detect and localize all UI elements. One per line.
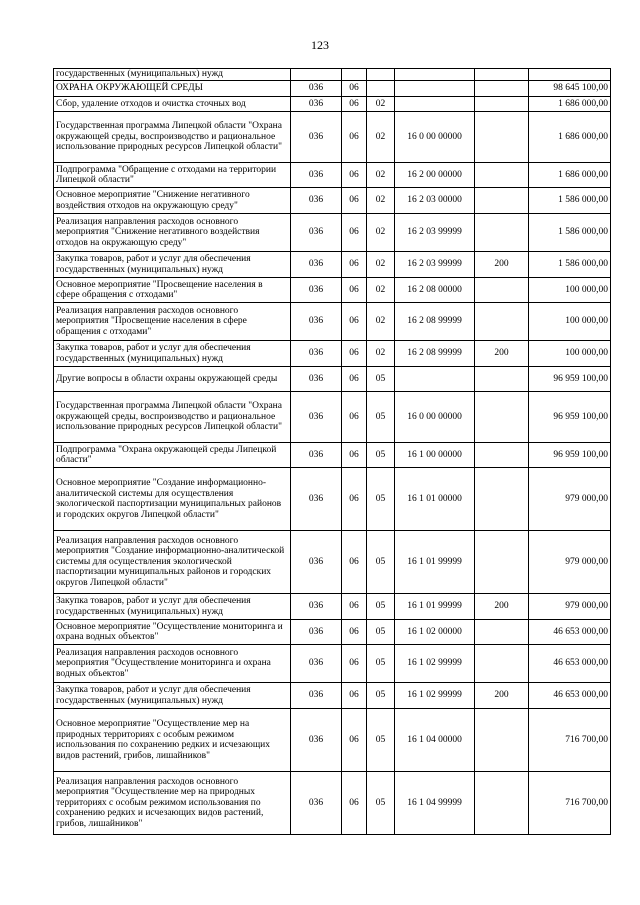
section-code-cell: 06 [342, 594, 367, 620]
table-row [54, 392, 611, 443]
expense-type-cell: 200 [475, 252, 529, 278]
admin-code-cell [291, 69, 342, 81]
amount-cell: 979 000,00 [529, 468, 611, 531]
admin-code-cell: 036 [291, 112, 342, 163]
expense-type-cell [475, 81, 529, 97]
section-code-cell: 06 [342, 188, 367, 214]
expense-name-cell: Закупка товаров, работ и услуг для обеспечения государственных (муниципальных) нужд [54, 341, 291, 367]
subsection-code-cell: 02 [367, 252, 395, 278]
subsection-code-cell: 05 [367, 645, 395, 683]
section-code-cell: 06 [342, 367, 367, 392]
target-article-cell: 16 1 01 99999 [395, 531, 475, 594]
expense-name-cell: Реализация направления расходов основного мероприятия "Создание информационно-аналитической системы для осуществления экологической паспортизации муниципальных районов и городских округов Липецкой области" [54, 531, 291, 594]
expense-name-cell: Основное мероприятие "Снижение негативного воздействия отходов на окружающую среду" [54, 188, 291, 214]
amount-cell: 96 959 100,00 [529, 443, 611, 468]
table-row [54, 278, 611, 303]
admin-code-cell: 036 [291, 81, 342, 97]
amount-cell: 716 700,00 [529, 772, 611, 835]
admin-code-cell: 036 [291, 683, 342, 709]
expense-name-cell: Реализация направления расходов основного мероприятия "Осуществление мер на природных территориях с особым режимом использования по сохранению редких и исчезающих видов растений, грибов, лишайников" [54, 772, 291, 835]
admin-code-cell: 036 [291, 594, 342, 620]
expense-type-cell [475, 69, 529, 81]
target-article-cell: 16 1 02 99999 [395, 683, 475, 709]
expense-type-cell [475, 772, 529, 835]
expense-name-cell: Государственная программа Липецкой области "Охрана окружающей среды, воспроизводство и рациональное использование природных ресурсов Липецкой области" [54, 112, 291, 163]
expense-name-cell: Реализация направления расходов основного мероприятия "Снижение негативного воздействия отходов на окружающую среду" [54, 214, 291, 252]
amount-cell: 1 686 000,00 [529, 163, 611, 188]
table-row [54, 303, 611, 341]
subsection-code-cell: 05 [367, 392, 395, 443]
section-code-cell: 06 [342, 531, 367, 594]
subsection-code-cell: 05 [367, 772, 395, 835]
amount-cell: 1 586 000,00 [529, 252, 611, 278]
section-code-cell: 06 [342, 97, 367, 112]
amount-cell: 96 959 100,00 [529, 367, 611, 392]
table-row [54, 163, 611, 188]
target-article-cell: 16 1 04 99999 [395, 772, 475, 835]
expense-name-cell: Реализация направления расходов основного мероприятия "Просвещение населения в сфере обращения с отходами" [54, 303, 291, 341]
target-article-cell [395, 367, 475, 392]
expense-name-cell: Подпрограмма "Обращение с отходами на территории Липецкой области" [54, 163, 291, 188]
admin-code-cell: 036 [291, 214, 342, 252]
subsection-code-cell: 05 [367, 443, 395, 468]
subsection-code-cell: 02 [367, 112, 395, 163]
subsection-code-cell: 05 [367, 367, 395, 392]
amount-cell: 98 645 100,00 [529, 81, 611, 97]
table-row [54, 188, 611, 214]
table-body [54, 69, 611, 835]
amount-cell [529, 69, 611, 81]
admin-code-cell: 036 [291, 97, 342, 112]
subsection-code-cell: 02 [367, 188, 395, 214]
amount-cell: 1 586 000,00 [529, 214, 611, 252]
target-article-cell: 16 0 00 00000 [395, 112, 475, 163]
table-row [54, 69, 611, 81]
expense-name-cell: Основное мероприятие "Осуществление мониторинга и охрана водных объектов" [54, 620, 291, 645]
expense-type-cell [475, 188, 529, 214]
target-article-cell [395, 97, 475, 112]
subsection-code-cell: 02 [367, 97, 395, 112]
table-row [54, 645, 611, 683]
admin-code-cell: 036 [291, 468, 342, 531]
expense-type-cell [475, 278, 529, 303]
expense-name-cell: Реализация направления расходов основного мероприятия "Осуществление мониторинга и охрана водных объектов" [54, 645, 291, 683]
amount-cell: 96 959 100,00 [529, 392, 611, 443]
amount-cell: 979 000,00 [529, 531, 611, 594]
subsection-code-cell: 02 [367, 163, 395, 188]
section-code-cell: 06 [342, 392, 367, 443]
expense-type-cell [475, 531, 529, 594]
target-article-cell [395, 81, 475, 97]
admin-code-cell: 036 [291, 303, 342, 341]
expense-type-cell [475, 620, 529, 645]
section-code-cell: 06 [342, 683, 367, 709]
admin-code-cell: 036 [291, 188, 342, 214]
section-code-cell: 06 [342, 278, 367, 303]
expense-name-cell: Государственная программа Липецкой области "Охрана окружающей среды, воспроизводство и рациональное использование природных ресурсов Липецкой области" [54, 392, 291, 443]
target-article-cell: 16 2 00 00000 [395, 163, 475, 188]
target-article-cell: 16 0 00 00000 [395, 392, 475, 443]
target-article-cell: 16 1 01 99999 [395, 594, 475, 620]
table-row [54, 443, 611, 468]
target-article-cell: 16 1 00 00000 [395, 443, 475, 468]
admin-code-cell: 036 [291, 772, 342, 835]
admin-code-cell: 036 [291, 278, 342, 303]
subsection-code-cell: 02 [367, 278, 395, 303]
admin-code-cell: 036 [291, 392, 342, 443]
admin-code-cell: 036 [291, 252, 342, 278]
target-article-cell: 16 1 01 00000 [395, 468, 475, 531]
admin-code-cell: 036 [291, 367, 342, 392]
target-article-cell: 16 2 03 99999 [395, 214, 475, 252]
amount-cell: 46 653 000,00 [529, 645, 611, 683]
expense-name-cell: Основное мероприятие "Создание информационно-аналитической системы для осуществления экологической паспортизации муниципальных районов и городских округов Липецкой области" [54, 468, 291, 531]
amount-cell: 979 000,00 [529, 594, 611, 620]
subsection-code-cell: 05 [367, 594, 395, 620]
expense-name-cell: Основное мероприятие "Просвещение населения в сфере обращения с отходами" [54, 278, 291, 303]
table-row [54, 252, 611, 278]
expense-type-cell [475, 214, 529, 252]
target-article-cell [395, 69, 475, 81]
expense-type-cell: 200 [475, 341, 529, 367]
section-code-cell: 06 [342, 214, 367, 252]
expense-type-cell [475, 367, 529, 392]
target-article-cell: 16 2 03 99999 [395, 252, 475, 278]
expense-type-cell [475, 97, 529, 112]
section-code-cell: 06 [342, 163, 367, 188]
table-row [54, 709, 611, 772]
table-row [54, 594, 611, 620]
page-number: 123 [311, 38, 329, 52]
target-article-cell: 16 1 04 00000 [395, 709, 475, 772]
subsection-code-cell: 05 [367, 683, 395, 709]
section-code-cell: 06 [342, 772, 367, 835]
admin-code-cell: 036 [291, 645, 342, 683]
admin-code-cell: 036 [291, 531, 342, 594]
target-article-cell: 16 2 08 99999 [395, 303, 475, 341]
expense-name-cell: Сбор, удаление отходов и очистка сточных вод [54, 97, 291, 112]
expense-type-cell [475, 392, 529, 443]
section-code-cell: 06 [342, 81, 367, 97]
expense-type-cell [475, 163, 529, 188]
expense-type-cell: 200 [475, 683, 529, 709]
expense-type-cell [475, 112, 529, 163]
target-article-cell: 16 2 08 00000 [395, 278, 475, 303]
amount-cell: 46 653 000,00 [529, 683, 611, 709]
expense-type-cell: 200 [475, 594, 529, 620]
table-row [54, 112, 611, 163]
subsection-code-cell [367, 81, 395, 97]
target-article-cell: 16 1 02 00000 [395, 620, 475, 645]
subsection-code-cell: 05 [367, 468, 395, 531]
target-article-cell: 16 1 02 99999 [395, 645, 475, 683]
admin-code-cell: 036 [291, 341, 342, 367]
section-code-cell: 06 [342, 303, 367, 341]
expense-type-cell [475, 709, 529, 772]
subsection-code-cell: 02 [367, 214, 395, 252]
table-row [54, 97, 611, 112]
subsection-code-cell: 05 [367, 709, 395, 772]
admin-code-cell: 036 [291, 709, 342, 772]
subsection-code-cell: 02 [367, 341, 395, 367]
subsection-code-cell: 02 [367, 303, 395, 341]
subsection-code-cell: 05 [367, 620, 395, 645]
table-row [54, 214, 611, 252]
table-row [54, 531, 611, 594]
expense-name-cell: Закупка товаров, работ и услуг для обеспечения государственных (муниципальных) нужд [54, 683, 291, 709]
amount-cell: 100 000,00 [529, 303, 611, 341]
amount-cell: 100 000,00 [529, 278, 611, 303]
expense-type-cell [475, 645, 529, 683]
amount-cell: 46 653 000,00 [529, 620, 611, 645]
budget-table [53, 68, 611, 835]
section-code-cell: 06 [342, 709, 367, 772]
expense-name-cell: Закупка товаров, работ и услуг для обеспечения государственных (муниципальных) нужд [54, 252, 291, 278]
section-code-cell: 06 [342, 443, 367, 468]
subsection-code-cell: 05 [367, 531, 395, 594]
subsection-code-cell [367, 69, 395, 81]
expense-type-cell [475, 468, 529, 531]
section-code-cell: 06 [342, 252, 367, 278]
section-code-cell: 06 [342, 620, 367, 645]
amount-cell: 1 586 000,00 [529, 188, 611, 214]
section-code-cell [342, 69, 367, 81]
amount-cell: 100 000,00 [529, 341, 611, 367]
table-row [54, 683, 611, 709]
section-code-cell: 06 [342, 645, 367, 683]
amount-cell: 1 686 000,00 [529, 112, 611, 163]
amount-cell: 1 686 000,00 [529, 97, 611, 112]
target-article-cell: 16 2 03 00000 [395, 188, 475, 214]
table-row [54, 367, 611, 392]
admin-code-cell: 036 [291, 163, 342, 188]
expense-name-cell: ОХРАНА ОКРУЖАЮЩЕЙ СРЕДЫ [54, 81, 291, 97]
table-row [54, 772, 611, 835]
expense-name-cell: Подпрограмма "Охрана окружающей среды Липецкой области" [54, 443, 291, 468]
table-row [54, 468, 611, 531]
section-code-cell: 06 [342, 341, 367, 367]
target-article-cell: 16 2 08 99999 [395, 341, 475, 367]
expense-type-cell [475, 303, 529, 341]
expense-type-cell [475, 443, 529, 468]
section-code-cell: 06 [342, 112, 367, 163]
table-row [54, 81, 611, 97]
table-row [54, 341, 611, 367]
expense-name-cell: Закупка товаров, работ и услуг для обеспечения государственных (муниципальных) нужд [54, 594, 291, 620]
expense-name-cell: Другие вопросы в области охраны окружающей среды [54, 367, 291, 392]
section-code-cell: 06 [342, 468, 367, 531]
expense-name-cell: государственных (муниципальных) нужд [54, 69, 291, 81]
expense-name-cell: Основное мероприятие "Осуществление мер на природных территориях с особым режимом использования по сохранению редких и исчезающих видов растений, грибов, лишайников" [54, 709, 291, 772]
table-row [54, 620, 611, 645]
amount-cell: 716 700,00 [529, 709, 611, 772]
admin-code-cell: 036 [291, 443, 342, 468]
admin-code-cell: 036 [291, 620, 342, 645]
